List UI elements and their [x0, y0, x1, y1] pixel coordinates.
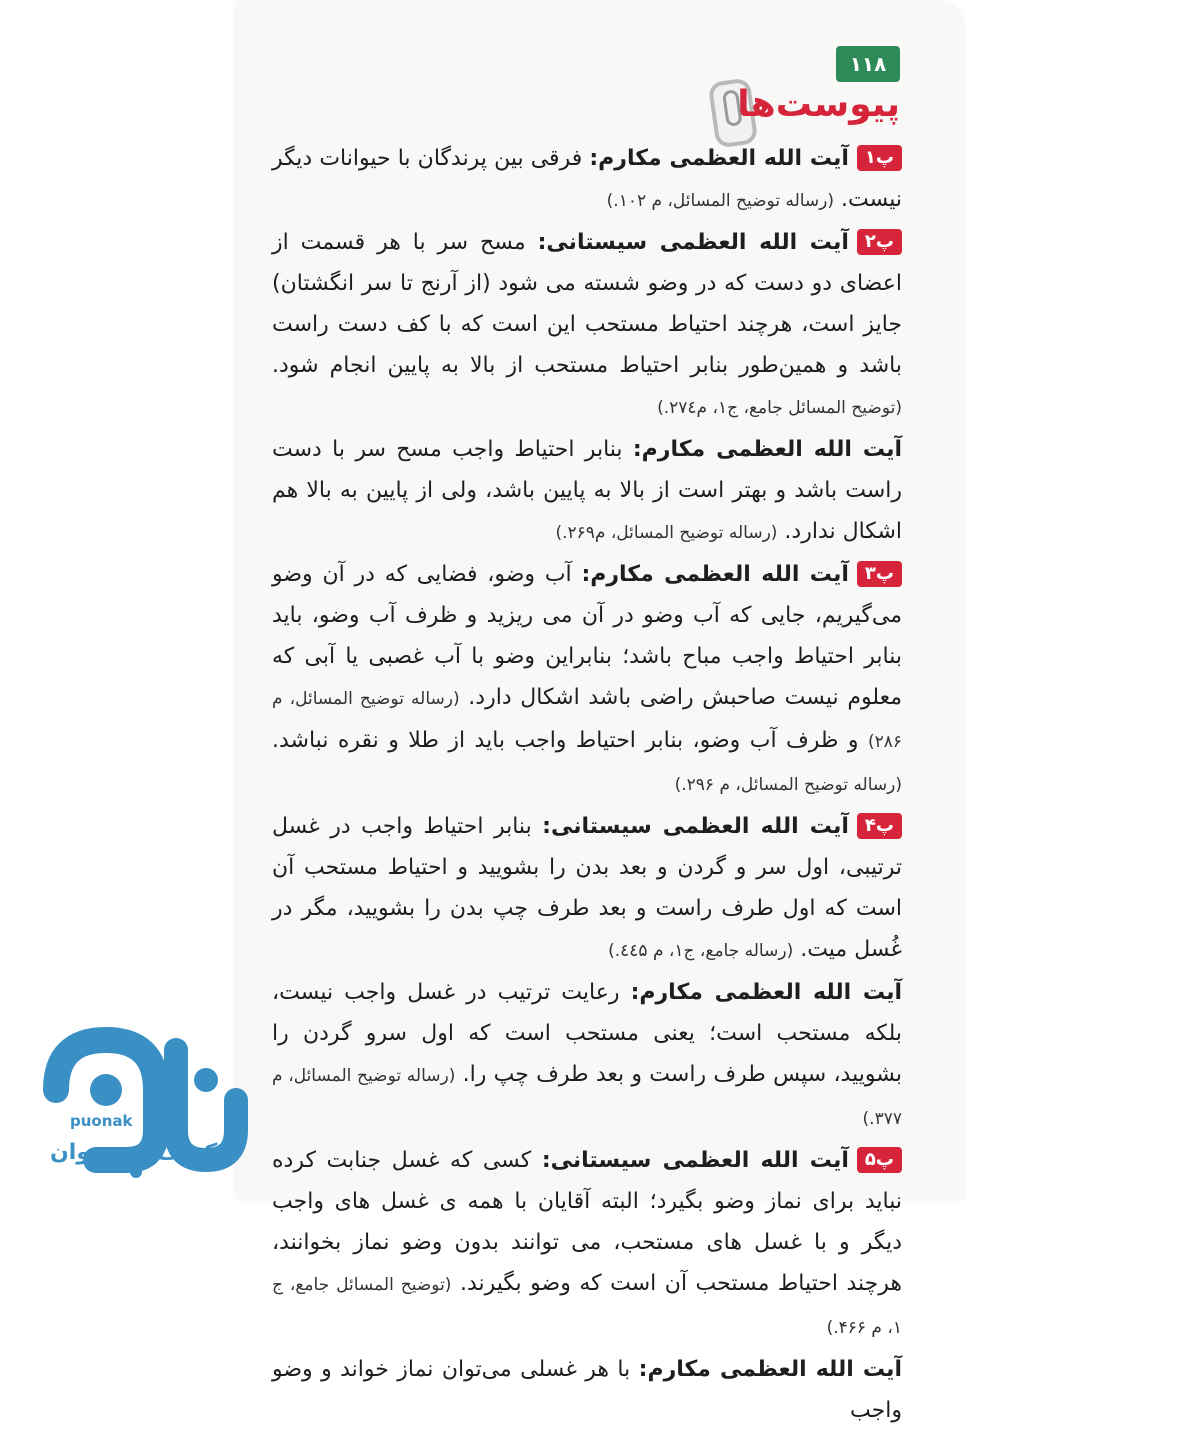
note-tag: پ۳	[857, 561, 902, 587]
paragraph-p1	[272, 138, 902, 222]
logo-name: puonak	[70, 1112, 133, 1130]
citation: (رساله توضیح المسائل، م۲۶۹.)	[555, 523, 778, 543]
paragraph-p4-makarem	[272, 972, 902, 1140]
author-label: آیت الله العظمی سیستانی:	[541, 1148, 849, 1173]
paragraph-text: فرقی بین پرندگان با حیوانات دیگر نیست.	[272, 146, 902, 212]
paragraph-p5	[272, 1140, 902, 1349]
paragraph-text: رعایت ترتیب در غسل واجب نیست، بلکه مستحب است؛ یعنی مستحب است که اول سرو گردن را بشویید، سپس طرف راست و بعد طرف چپ را.	[272, 980, 902, 1087]
section-title: پیوست‌ها	[737, 84, 900, 125]
paragraph-text: با هر غسلی می‌توان نماز خواند و وضو واجب	[272, 1357, 902, 1423]
author-label: آیت الله العظمی مکارم:	[630, 980, 902, 1005]
logo-tagline: کودک و نوجوان	[50, 1140, 218, 1165]
page-number-badge: ۱۱۸	[836, 46, 900, 82]
author-label: آیت الله العظمی سیستانی:	[537, 230, 849, 255]
citation-2: (رساله توضیح المسائل، م ۲۹۶.)	[674, 775, 902, 795]
paragraph-text-2: و ظرف آب وضو، بنابر احتیاط واجب باید از طلا و نقره نباشد.	[272, 728, 868, 753]
paragraph-text: آب وضو، فضایی که در آن وضو می‌گیریم، جایی که آب وضو در آن می ریزید و ظرف آب وضو، باید بنابر احتیاط واجب مباح باشد؛ بنابراین وضو با آب غصبی یا آبی که معلوم نیست صاحبش راضی باشد اشکال دارد.	[272, 562, 903, 710]
paragraph-p4	[272, 806, 902, 972]
author-label: آیت الله العظمی مکارم:	[638, 1357, 902, 1382]
paragraph-text: کسی که غسل جنابت کرده نباید برای نماز وضو بگیرد؛ البته آقایان با همه ی غسل های واجب دیگر و با غسل های مستحب، می توانند بدون وضو نماز بخوانند، هرچند احتیاط مستحب آن است که وضو بگیرند.	[272, 1148, 902, 1296]
paragraph-p5-makarem	[272, 1349, 902, 1431]
citation: (رساله جامع، ج۱، م ٤٤۵.)	[608, 941, 794, 961]
author-label: آیت الله العظمی مکارم:	[581, 562, 849, 587]
paragraph-p3	[272, 554, 902, 806]
citation: (توضیح المسائل جامع، ج۱، م۲۷٤.)	[657, 398, 902, 418]
author-label: آیت الله العظمی سیستانی:	[542, 814, 849, 839]
author-label: آیت الله العظمی مکارم:	[632, 437, 902, 462]
paragraph-text: بنابر احتیاط واجب در غسل ترتیبی، اول سر و گردن و بعد بدن را بشویید و احتیاط مستحب آن است که اول طرف راست و بعد طرف چپ بدن را بشویید، مگر در غُسل میت.	[272, 814, 902, 962]
paragraph-text: مسح سر با هر قسمت از اعضای دو دست که در وضو شسته می شود (از آرنج تا سر انگشتان) جایز است، هرچند احتیاط مستحب این است که با کف دست راست باشد و همین‌طور بنابر احتیاط مستحب از بالا به پایین انجام شود.	[272, 230, 902, 378]
citation: (توضیح المسائل جامع، ج ۱، م ۴۶۶.)	[272, 1275, 902, 1338]
citation: (رساله توضیح المسائل، م ۱۰۲.)	[606, 191, 835, 211]
citation: (رساله توضیح المسائل، م ۲۸۶)	[272, 689, 902, 752]
note-tag: پ۲	[857, 229, 902, 255]
paragraph-p2	[272, 222, 902, 429]
page-content	[272, 138, 902, 1431]
paragraph-text: بنابر احتیاط واجب مسح سر با دست راست باشد و بهتر است از بالا به پایین باشد، ولی از پایین به بالا هم اشکال ندارد.	[272, 437, 902, 544]
citation: (رساله توضیح المسائل، م ۳۷۷.)	[272, 1066, 902, 1129]
note-tag: پ۱	[857, 145, 902, 171]
author-label: آیت الله العظمی مکارم:	[589, 146, 849, 171]
note-tag: پ۵	[857, 1147, 902, 1173]
paragraph-p2-makarem	[272, 429, 902, 554]
note-tag: پ۴	[857, 813, 902, 839]
